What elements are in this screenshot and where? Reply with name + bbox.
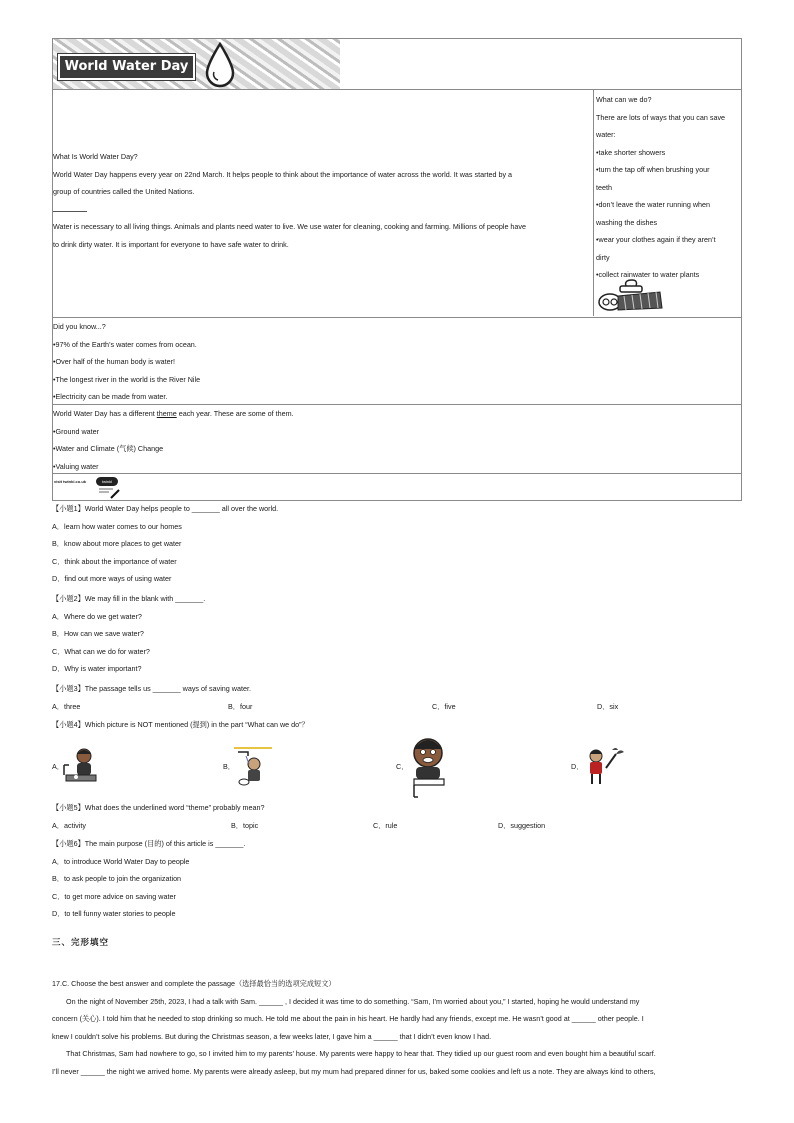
themes-intro <box>53 405 741 423</box>
main-info-box <box>52 90 742 318</box>
twinkl-logo <box>96 477 118 486</box>
paragraph-line: Water is necessary to all living things. Animals and plants need water to live. We use water for cleaning, cooking and farming. Millions of people have <box>53 222 527 231</box>
twinkl-logo-text: twinkl <box>101 479 112 484</box>
passage-line: On the night of November 25th, 2023, I had a talk with Sam. ______ , I decided it was time to do something. “Sam, I’m worried about you,” I started, hoping he would understand my <box>66 996 640 1006</box>
option: A．activity <box>52 821 86 830</box>
tap-illustration-icon <box>596 278 666 314</box>
list-item: dirty <box>596 252 610 262</box>
what-is-section <box>53 148 593 253</box>
question-stem: 【小题3】The passage tells us _______ ways of saving water. <box>52 684 251 693</box>
theme-word: theme <box>156 409 177 418</box>
boy-washing-clothes-icon <box>62 745 104 789</box>
theme-item: •Ground water <box>53 426 100 436</box>
option-label: D． <box>571 762 584 771</box>
list-item: •don’t leave the water running when <box>596 200 710 209</box>
option: C．think about the importance of water <box>52 556 177 566</box>
option: B．topic <box>231 821 259 830</box>
option: D．to tell funny water stories to people <box>52 909 176 918</box>
question-stem: 【小题6】The main purpose (目的) of this article is _______. <box>52 839 246 848</box>
question-6 <box>52 835 245 923</box>
cloze-passage <box>52 975 742 1080</box>
fact-item: •The longest river in the world is the River Nile <box>53 374 201 384</box>
paragraph-line: to drink dirty water. It is important for everyone to have safe water to drink. <box>53 239 289 249</box>
option-label: B． <box>223 762 235 771</box>
option: D．six <box>597 702 619 711</box>
question-1 <box>52 500 278 588</box>
did-you-know-box <box>52 318 742 405</box>
did-you-know-heading: Did you know...? <box>53 322 106 331</box>
paragraph-line: World Water Day happens every year on 22nd March. It helps people to think about the importance of water across the world. It was started by a <box>53 169 513 179</box>
cloze-heading: 17.C. Choose the best answer and complete the passage（选择最恰当的选项完成短文） <box>52 979 336 988</box>
question-stem: 【小题2】We may fill in the blank with _______. <box>52 594 206 603</box>
option-label: A． <box>52 762 64 771</box>
list-item: washing the dishes <box>596 217 658 227</box>
option: A．three <box>52 702 81 711</box>
paragraph-line: group of countries called the United Nations. <box>53 187 195 196</box>
boy-turning-off-tap-icon <box>232 746 274 788</box>
boy-watering-plant-icon <box>582 744 626 790</box>
themes-box <box>52 405 742 474</box>
banner-title: World Water Day <box>58 54 195 80</box>
question-2 <box>52 590 205 678</box>
list-item: •wear your clothes again if they aren’t <box>596 235 716 244</box>
banner <box>52 38 742 90</box>
themes-intro-before: World Water Day has a different <box>53 409 157 418</box>
theme-item: •Water and Climate (气候) Change <box>53 444 164 453</box>
list-item: There are lots of ways that you can save <box>596 112 726 122</box>
what-can-we-do-section <box>593 90 742 316</box>
option: D．find out more ways of using water <box>52 574 172 583</box>
question-5 <box>52 799 265 817</box>
option-label: C． <box>396 762 409 771</box>
themes-intro-after: each year. These are some of them. <box>176 409 294 418</box>
logo-text: visit twinkl.co.uk <box>54 479 87 484</box>
passage-line: knew I couldn’t solve his problems. But during the Christmas season, a few weeks later, I gave him a ______ that I didn’t even know I had. <box>52 1031 492 1041</box>
question-stem: 【小题5】What does the underlined word “theme” probably mean? <box>52 803 265 812</box>
option: D．Why is water important? <box>52 664 142 673</box>
list-item: water: <box>596 130 616 139</box>
list-item: •collect rainwater to water plants <box>596 270 700 279</box>
option: B．to ask people to join the organization <box>52 874 182 883</box>
option: A．to introduce World Water Day to people <box>52 856 190 866</box>
option: C．What can we do for water? <box>52 646 150 656</box>
list-item: •take shorter showers <box>596 147 666 157</box>
what-can-we-do-heading: What can we do? <box>596 95 652 104</box>
theme-item: •Valuing water <box>53 461 99 471</box>
question-3 <box>52 680 251 698</box>
question-stem: 【小题4】Which picture is NOT mentioned (提到) in the part “What can we do”？ <box>52 720 309 729</box>
section-title: 三、完形填空 <box>52 938 110 948</box>
option: C．rule <box>373 821 398 830</box>
option: A．learn how water comes to our homes <box>52 521 182 531</box>
list-item: •turn the tap off when brushing your <box>596 165 710 174</box>
list-item: teeth <box>596 182 612 192</box>
boy-brushing-teeth-icon <box>406 735 450 799</box>
water-drop-icon <box>203 42 237 88</box>
option: B．How can we save water? <box>52 629 144 638</box>
option: C．five <box>432 702 456 711</box>
what-is-heading: What Is World Water Day? <box>53 152 138 161</box>
option: C．to get more advice on saving water <box>52 891 176 901</box>
passage-line: That Christmas, Sam had nowhere to go, so I invited him to my parents’ house. My parents were happy to hear that. They tidied up our guest room and even bought him a beautiful scarf. <box>66 1049 656 1058</box>
fact-item: •Electricity can be made from water. <box>53 392 168 401</box>
option: D．suggestion <box>498 821 546 830</box>
option: B．know about more places to get water <box>52 539 182 548</box>
passage-line: I’ll never ______ the night we arrived home. My parents were already asleep, but my mum had prepared dinner for us, baked some cookies and left us a note. They are always kind to others, <box>52 1066 656 1076</box>
option: A．Where do we get water? <box>52 611 142 621</box>
option: B．four <box>228 702 253 711</box>
blank-line <box>53 201 593 219</box>
fact-item: •97% of the Earth’s water comes from ocean. <box>53 339 197 349</box>
pencil-icon <box>97 486 121 500</box>
question-4 <box>52 716 309 734</box>
fact-item: •Over half of the human body is water! <box>53 357 175 366</box>
question-stem: 【小题1】World Water Day helps people to _______ all over the world. <box>52 504 279 513</box>
logo-box <box>52 474 742 501</box>
passage-line: concern (关心). I told him that he needed to stop drinking so much. He told me about the pain in his heart. He hardly had any friends, except me. He wasn’t good at ______ other people. I <box>52 1014 644 1023</box>
